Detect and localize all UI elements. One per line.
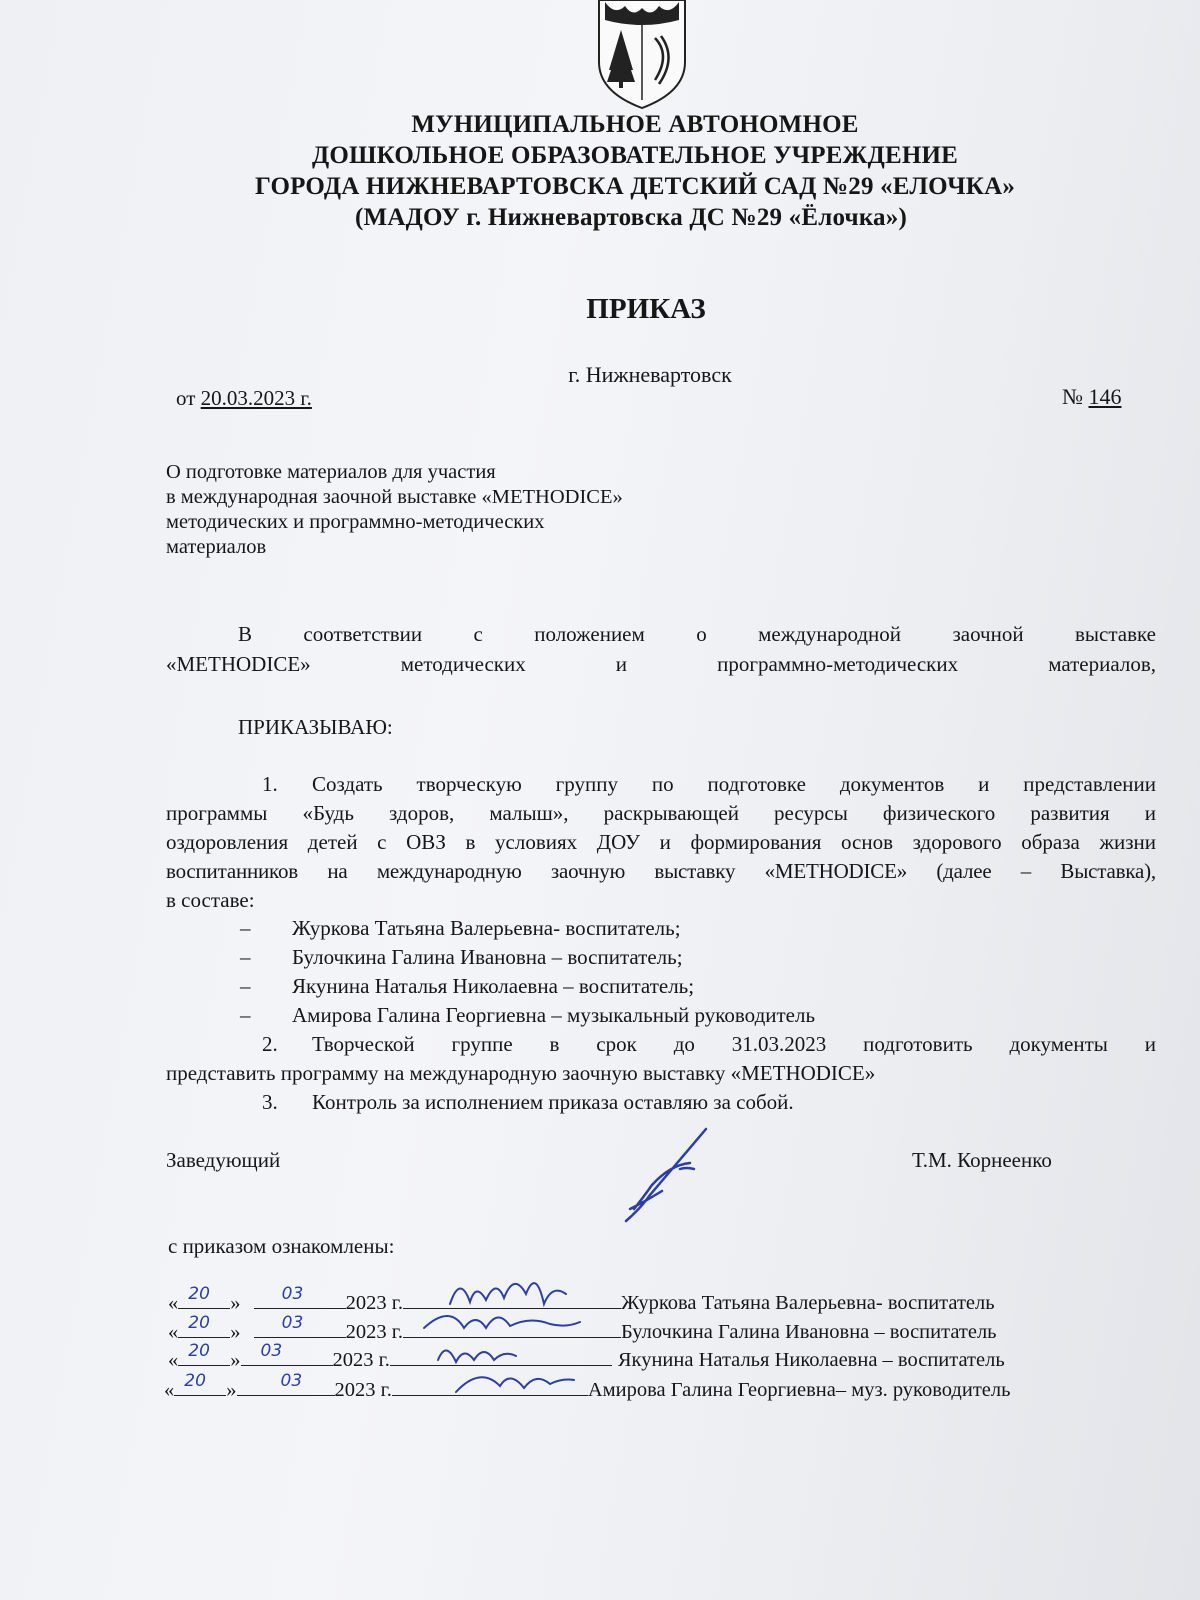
ack-row: « 20 » 03 2023 г. Амирова Галина Георгиевна– муз. руководитель xyxy=(164,1371,1011,1401)
org-short-name: (МАДОУ г. Нижневартовска ДС №29 «Ёлочка») xyxy=(355,204,907,231)
director-signature-icon xyxy=(590,1125,730,1235)
document-title: ПРИКАЗ xyxy=(586,293,706,325)
ack-row: « 20 » 03 2023 г. Булочкина Галина Ивановна – воспитатель xyxy=(168,1313,997,1343)
item-3: 3. Контроль за исполнением приказа оставляю за собой. xyxy=(262,1090,794,1114)
org-name-line-2: ДОШКОЛЬНОЕ ОБРАЗОВАТЕЛЬНОЕ УЧРЕЖДЕНИЕ xyxy=(311,142,959,169)
order-number: № 146 xyxy=(1062,384,1122,409)
ack-title: с приказом ознакомлены: xyxy=(168,1234,395,1258)
order-subject: О подготовке материалов для участия в международная заочной выставке «METHODICE» методических и программно-методических материалов xyxy=(166,461,623,558)
member-item: – Журкова Татьяна Валерьевна- воспитатель; xyxy=(240,916,681,940)
member-item: – Булочкина Галина Ивановна – воспитатель; xyxy=(240,945,683,969)
city-name: г. Нижневартовск xyxy=(568,362,732,387)
preamble-line-1: В соответствии с положением о международной заочной выставке xyxy=(238,622,1156,646)
item-1-line-5: в составе: xyxy=(166,888,255,912)
signatory-position: Заведующий xyxy=(166,1148,281,1172)
item-2-first-line: 2. Творческой группе в срок до 31.03.2023 подготовить документы и xyxy=(262,1032,1156,1056)
preamble-line-2: «METHODICE» методических и программно-методических материалов, xyxy=(166,652,1156,676)
ack-row: « 20 » 03 2023 г. Журкова Татьяна Валерьевна- воспитатель xyxy=(168,1284,995,1314)
member-item: – Амирова Галина Георгиевна – музыкальный руководитель xyxy=(240,1003,816,1027)
org-name-line-3: ГОРОДА НИЖНЕВАРТОВСКА ДЕТСКИЙ САД №29 «ЕЛОЧКА» xyxy=(254,173,1016,200)
order-word: ПРИКАЗЫВАЮ: xyxy=(238,715,393,739)
member-item: – Якунина Наталья Николаевна – воспитатель; xyxy=(240,974,695,998)
order-date: от 20.03.2023 г. xyxy=(176,386,312,410)
item-1-first-line: 1. Создать творческую группу по подготовке документов и представлении xyxy=(262,772,1156,796)
item-1-line-3: оздоровления детей с ОВЗ в условиях ДОУ и формирования основ здорового образа жизни xyxy=(166,830,1156,854)
ack-row: « 20 » 03 2023 г. Якунина Наталья Николаевна – воспитатель xyxy=(168,1341,1005,1371)
item-1-line-2: программы «Будь здоров, малыш», раскрывающей ресурсы физического развития и xyxy=(166,801,1156,825)
item-2-line-2: представить программу на международную заочную выставку «METHODICE» xyxy=(166,1061,876,1085)
org-name-line-1: МУНИЦИПАЛЬНОЕ АВТОНОМНОЕ xyxy=(411,111,859,138)
signatory-name: Т.М. Корнеенко xyxy=(912,1148,1052,1172)
city-coat-of-arms-icon xyxy=(595,0,689,110)
signature-amirova-icon xyxy=(450,1362,580,1402)
item-1-line-4: воспитанников на международную заочную выставку «METHODICE» (далее – Выставка), xyxy=(166,859,1156,883)
